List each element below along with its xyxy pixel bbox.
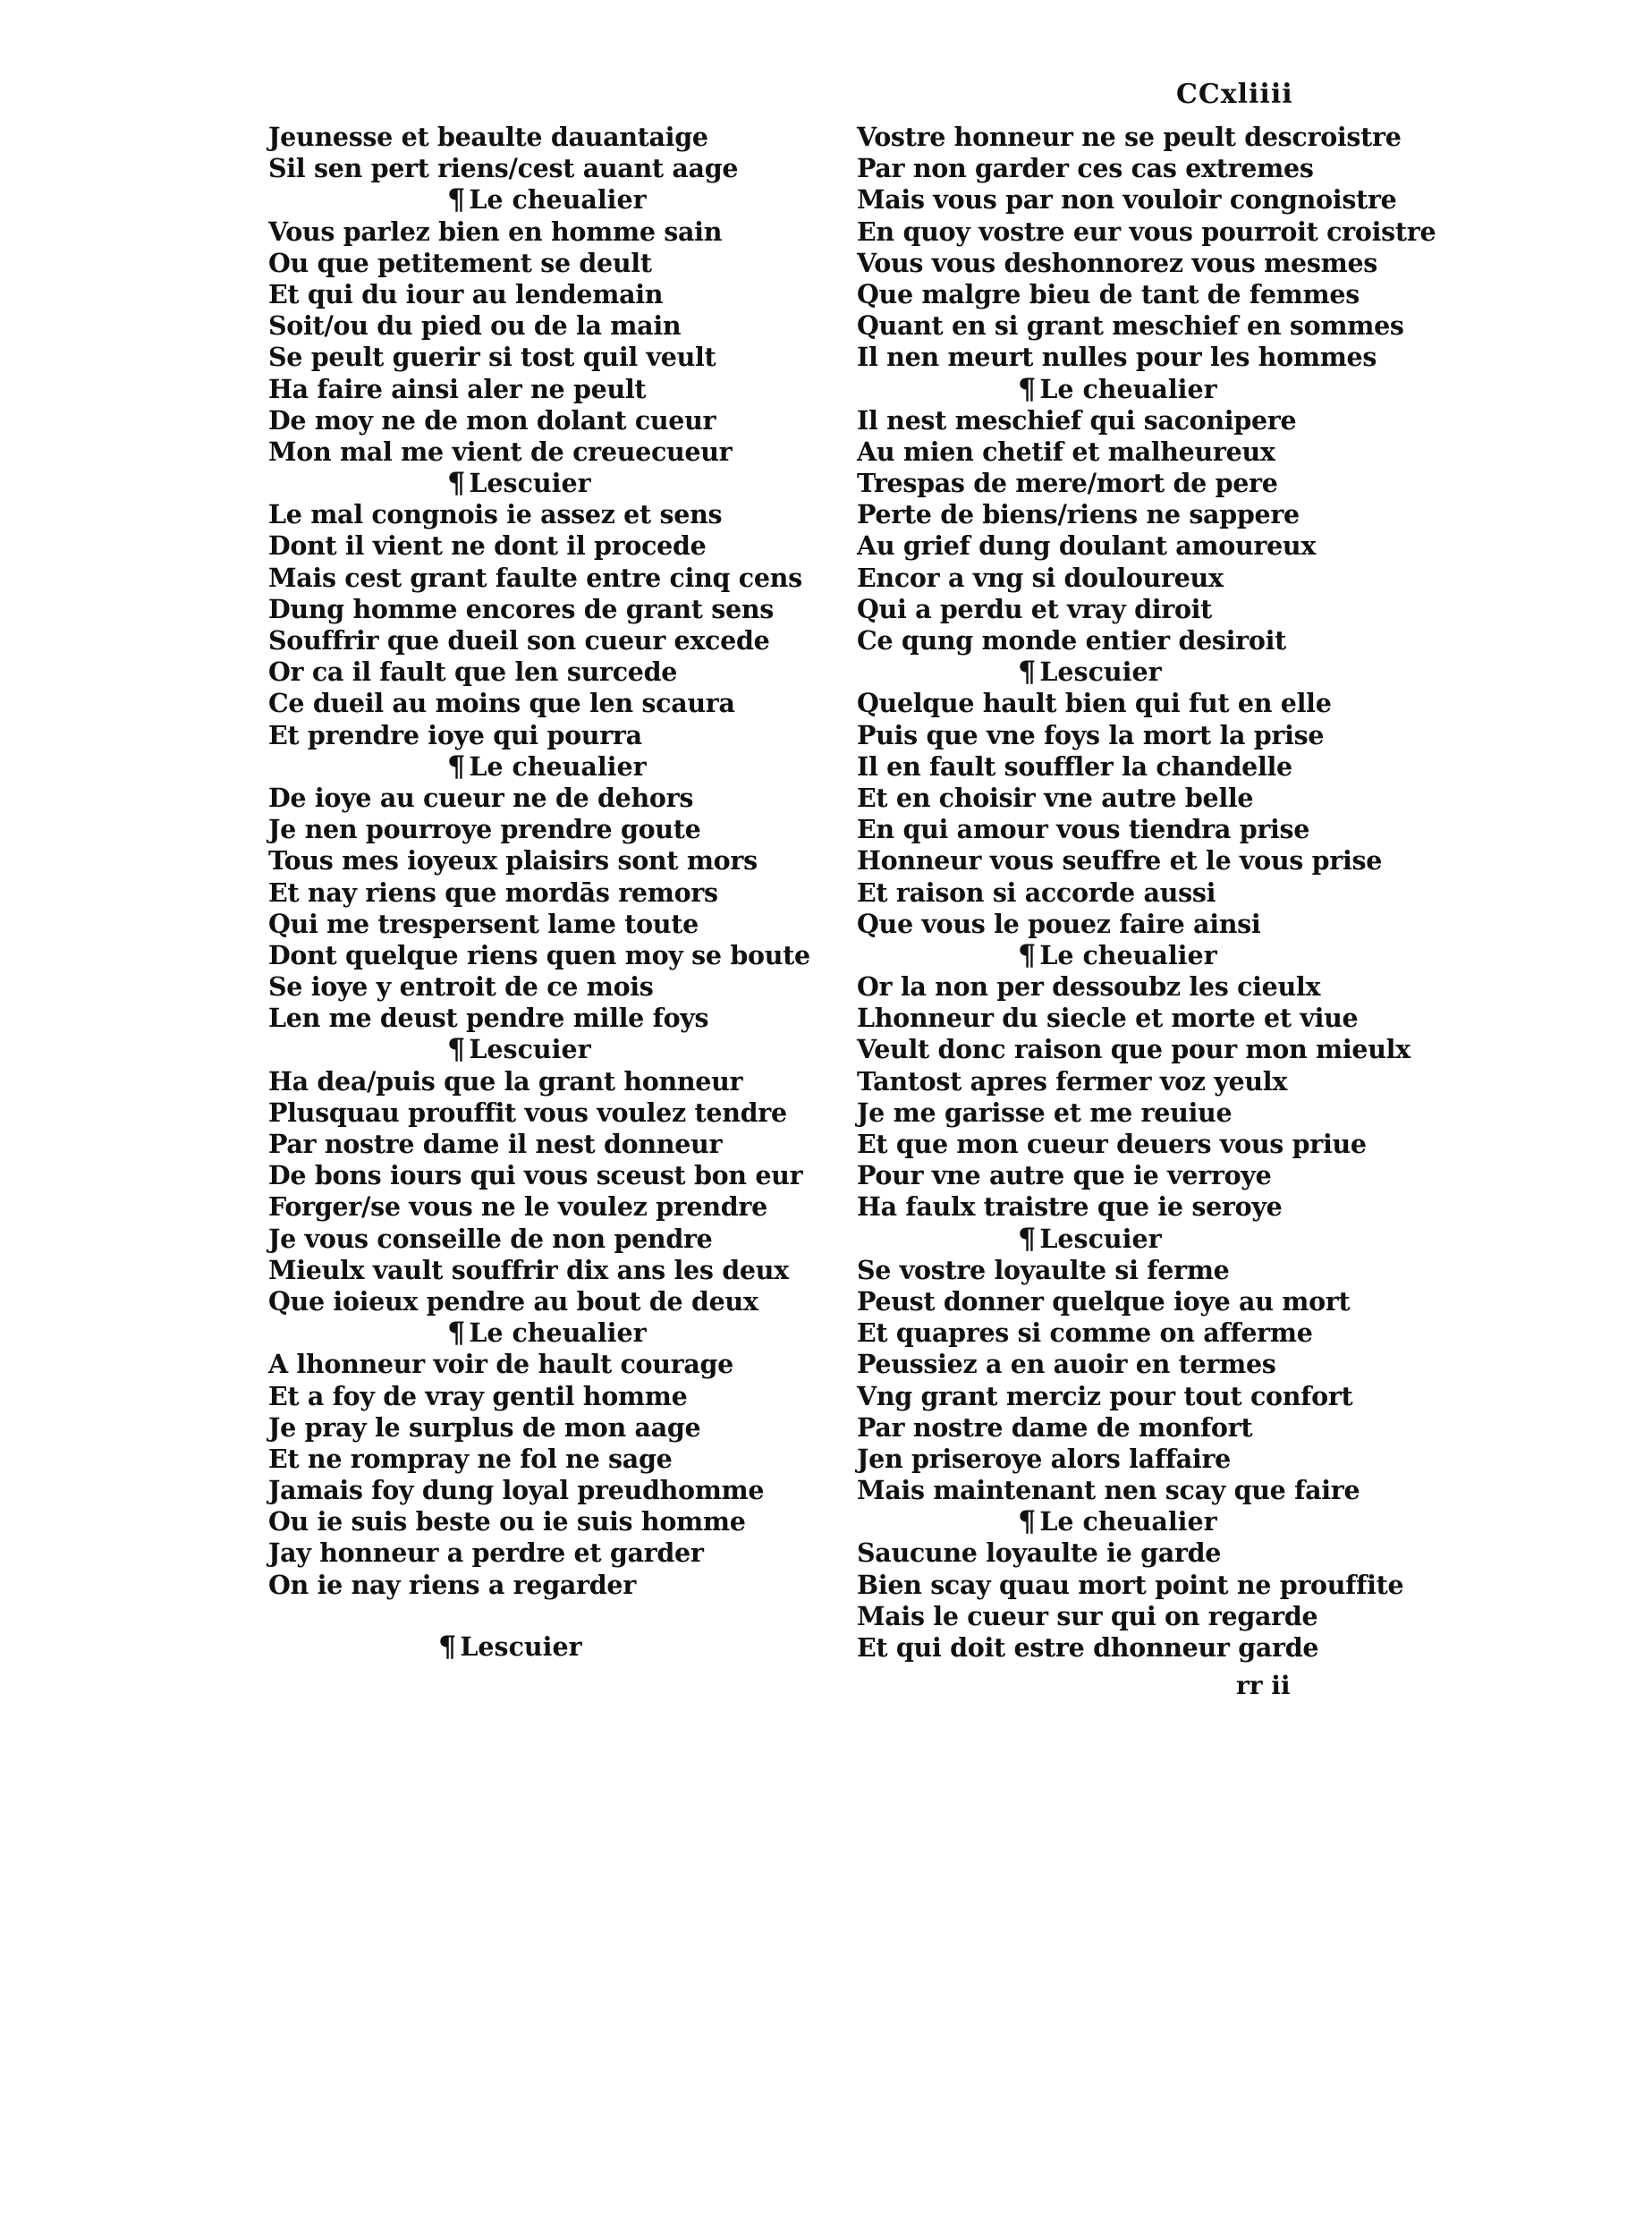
verse-line: Jamais foy dung loyal preudhomme: [268, 1475, 765, 1506]
verse-line: Par nostre dame il nest donneur: [268, 1129, 723, 1159]
verse-line: Dont quelque riens quen moy se boute: [268, 939, 810, 970]
folio-number: CCxliiii: [1176, 79, 1293, 110]
verse-line: Mais cest grant faulte entre cinq cens: [268, 562, 802, 593]
right-verse-column: [857, 122, 1436, 1664]
pilcrow-icon: ¶: [447, 182, 466, 217]
verse-line: Se ioye y entroit de ce mois: [268, 971, 654, 1003]
verse-line: Se peult guerir si tost quil veult: [268, 342, 716, 373]
speaker-name: Le cheualier: [469, 1317, 647, 1349]
verse-line: Au grief dung doulant amoureux: [857, 530, 1317, 562]
speaker-heading: [268, 1317, 769, 1349]
verse-line: Qui a perdu et vray diroit: [857, 593, 1213, 624]
verse-line: Et raison si accorde aussi: [857, 877, 1216, 908]
verse-line: Jay honneur a perdre et garder: [268, 1537, 704, 1569]
speaker-name: Lescuier: [469, 1034, 591, 1065]
speaker-heading: [857, 1506, 1358, 1537]
pilcrow-icon: ¶: [447, 466, 466, 501]
speaker-heading: [857, 371, 1358, 406]
verse-line: Qui me trespersent lame toute: [268, 908, 699, 939]
verse-line: Ce dueil au moins que len scaura: [268, 688, 735, 719]
verse-line: Mais le cueur sur qui on regarde: [857, 1600, 1318, 1631]
verse-line: Se vostre loyaulte si ferme: [857, 1254, 1230, 1285]
verse-line: Quelque hault bien qui fut en elle: [857, 688, 1332, 719]
verse-line: Jeunesse et beaulte dauantaige: [268, 122, 708, 152]
verse-line: Au mien chetif et malheureux: [857, 436, 1275, 467]
verse-line: Et ne rompray ne fol ne sage: [268, 1443, 673, 1474]
verse-line: Et qui doit estre dhonneur garde: [857, 1632, 1319, 1663]
verse-line: Plusquau prouffit vous voulez tendre: [268, 1097, 787, 1128]
verse-line: Et nay riens que mordās remors: [268, 877, 718, 908]
verse-line: Mais maintenant nen scay que faire: [857, 1475, 1360, 1506]
pilcrow-icon: ¶: [1018, 655, 1037, 690]
verse-line: Que vous le pouez faire ainsi: [857, 908, 1261, 939]
verse-line: Vous vous deshonnorez vous mesmes: [857, 247, 1378, 278]
pilcrow-icon: ¶: [447, 1316, 466, 1351]
verse-line: Pour vne autre que ie verroye: [857, 1160, 1272, 1191]
verse-line: Ha faulx traistre que ie seroye: [857, 1191, 1283, 1223]
verse-line: Quant en si grant meschief en sommes: [857, 310, 1404, 342]
verse-line: Encor a vng si douloureux: [857, 562, 1224, 593]
speaker-heading: [268, 184, 769, 216]
verse-line: On ie nay riens a regarder: [268, 1569, 636, 1600]
speaker-name: Le cheualier: [469, 750, 647, 782]
verse-line: Mais vous par non vouloir congnoistre: [857, 184, 1397, 216]
verse-line: Ou que petitement se deult: [268, 247, 652, 278]
verse-line: Et a foy de vray gentil homme: [268, 1380, 688, 1411]
verse-line: Il nest meschief qui saconipere: [857, 404, 1297, 436]
verse-line: Je vous conseille de non pendre: [268, 1223, 713, 1254]
verse-line: Forger/se vous ne le voulez prendre: [268, 1191, 767, 1223]
verse-line: Vous parlez bien en homme sain: [268, 216, 723, 247]
verse-line: Souffrir que dueil son cueur excede: [268, 625, 770, 656]
verse-line: Ou ie suis beste ou ie suis homme: [268, 1506, 746, 1537]
speaker-name: Le cheualier: [1039, 373, 1217, 404]
speaker-heading: [268, 468, 769, 499]
verse-line: Il nen meurt nulles pour les hommes: [857, 342, 1377, 373]
verse-line: Lhonneur du siecle et morte et viue: [857, 1003, 1359, 1034]
verse-line: Il en fault souffler la chandelle: [857, 750, 1292, 782]
verse-line: Ce qung monde entier desiroit: [857, 625, 1286, 656]
verse-line: Veult donc raison que pour mon mieulx: [857, 1034, 1411, 1065]
verse-line: Et prendre ioye qui pourra: [268, 719, 642, 750]
verse-line: De bons iours qui vous sceust bon eur: [268, 1160, 803, 1191]
speaker-name: Le cheualier: [1039, 1506, 1217, 1537]
speaker-name: Lescuier: [1039, 1223, 1162, 1254]
verse-line: Honneur vous seuffre et le vous prise: [857, 845, 1383, 877]
left-verse-column: [268, 122, 810, 1601]
speaker-heading: [857, 656, 1358, 688]
speaker-name: Lescuier: [469, 468, 591, 499]
verse-line: Puis que vne foys la mort la prise: [857, 719, 1325, 750]
verse-line: Que ioieux pendre au bout de deux: [268, 1285, 758, 1317]
catchword: [438, 1630, 582, 1664]
verse-line: A lhonneur voir de hault courage: [268, 1349, 733, 1380]
verse-line: Et en choisir vne autre belle: [857, 782, 1254, 813]
verse-line: Saucune loyaulte ie garde: [857, 1537, 1222, 1569]
speaker-heading: [857, 1221, 1358, 1256]
verse-line: Sil sen pert riens/cest auant aage: [268, 153, 739, 184]
pilcrow-icon: ¶: [438, 1630, 457, 1664]
verse-line: Ha faire ainsi aler ne peult: [268, 373, 647, 404]
verse-line: Mieulx vault souffrir dix ans les deux: [268, 1254, 789, 1285]
verse-line: Tous mes ioyeux plaisirs sont mors: [268, 845, 758, 877]
verse-line: Or la non per dessoubz les cieulx: [857, 971, 1321, 1003]
verse-line: Vng grant merciz pour tout confort: [857, 1380, 1353, 1411]
verse-line: Soit/ou du pied ou de la main: [268, 310, 682, 342]
verse-line: Le mal congnois ie assez et sens: [268, 499, 723, 530]
speaker-heading: [857, 937, 1358, 972]
pilcrow-icon: ¶: [1018, 1504, 1037, 1539]
verse-line: De ioye au cueur ne de dehors: [268, 782, 694, 813]
speaker-heading: [268, 1034, 769, 1065]
verse-line: Je pray le surplus de mon aage: [268, 1411, 701, 1443]
verse-line: Bien scay quau mort point ne prouffite: [857, 1569, 1404, 1600]
speaker-name: Le cheualier: [469, 184, 647, 216]
verse-line: Len me deust pendre mille foys: [268, 1003, 709, 1034]
pilcrow-icon: ¶: [1018, 937, 1037, 972]
verse-line: Tantost apres fermer voz yeulx: [857, 1065, 1288, 1097]
pilcrow-icon: ¶: [447, 749, 466, 783]
pilcrow-icon: ¶: [1018, 1221, 1037, 1256]
verse-line: Peust donner quelque ioye au mort: [857, 1285, 1351, 1317]
verse-line: Ha dea/puis que la grant honneur: [268, 1065, 743, 1097]
verse-line: Par non garder ces cas extremes: [857, 153, 1314, 184]
verse-line: Je me garisse et me reuiue: [857, 1097, 1233, 1128]
verse-line: Perte de biens/riens ne sappere: [857, 499, 1300, 530]
verse-line: Mon mal me vient de creuecueur: [268, 436, 733, 467]
verse-line: Et qui du iour au lendemain: [268, 278, 664, 309]
verse-line: Dung homme encores de grant sens: [268, 593, 774, 624]
verse-line: Or ca il fault que len surcede: [268, 656, 678, 688]
pilcrow-icon: ¶: [447, 1032, 466, 1067]
verse-line: Je nen pourroye prendre goute: [268, 814, 701, 845]
verse-line: De moy ne de mon dolant cueur: [268, 404, 716, 436]
verse-line: Et que mon cueur deuers vous priue: [857, 1129, 1367, 1159]
catchword-text: Lescuier: [460, 1631, 582, 1662]
verse-line: En qui amour vous tiendra prise: [857, 814, 1310, 845]
verse-line: Peussiez a en auoir en termes: [857, 1349, 1276, 1380]
verse-line: Par nostre dame de monfort: [857, 1411, 1253, 1443]
verse-line: Dont il vient ne dont il procede: [268, 530, 707, 562]
verse-line: Et quapres si comme on afferme: [857, 1317, 1313, 1349]
speaker-heading: [268, 751, 769, 783]
signature-mark: rr ii: [1236, 1671, 1291, 1700]
verse-line: Trespas de mere/mort de pere: [857, 468, 1278, 499]
verse-line: En quoy vostre eur vous pourroit croistre: [857, 216, 1436, 247]
speaker-name: Lescuier: [1039, 656, 1162, 688]
speaker-name: Le cheualier: [1039, 939, 1217, 970]
verse-line: Jen priseroye alors laffaire: [857, 1443, 1231, 1474]
verse-line: Vostre honneur ne se peult descroistre: [857, 122, 1402, 152]
verse-line: Que malgre bieu de tant de femmes: [857, 278, 1360, 309]
pilcrow-icon: ¶: [1018, 371, 1037, 406]
